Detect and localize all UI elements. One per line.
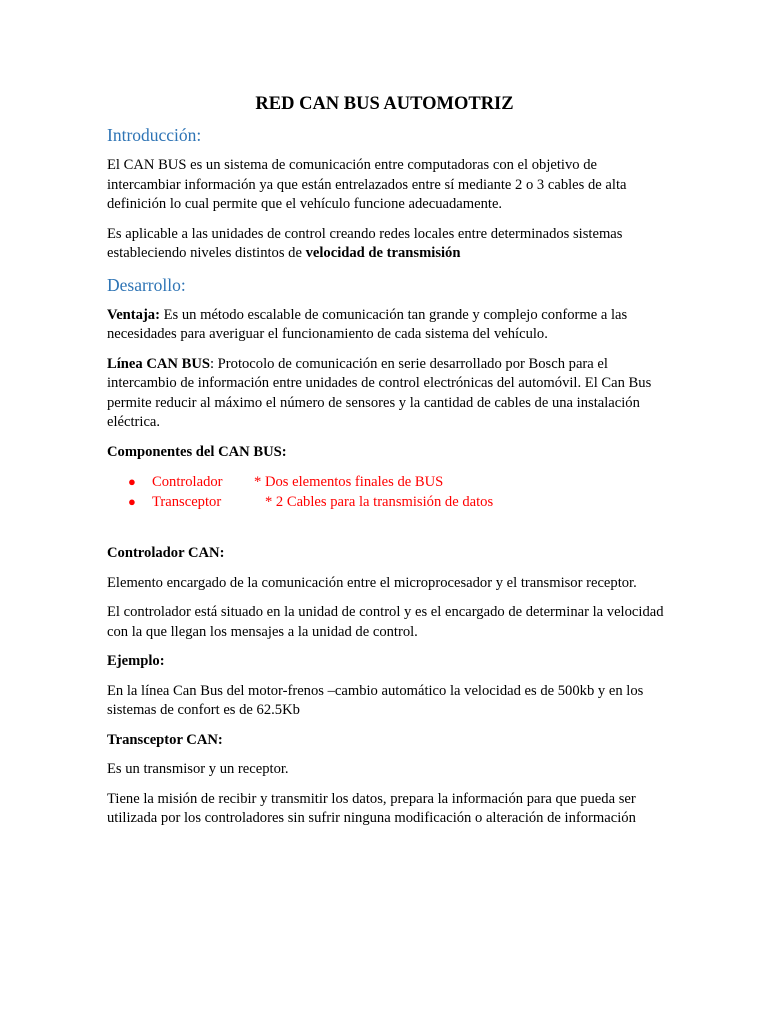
ejemplo-heading: Ejemplo: xyxy=(107,653,165,669)
component-name: Controlador xyxy=(152,474,223,490)
bullet-icon: ● xyxy=(128,494,136,509)
ventaja-label: Ventaja: xyxy=(107,306,160,323)
componentes-heading: Componentes del CAN BUS: xyxy=(107,443,287,460)
intro-paragraph-2-bold: velocidad de transmisión xyxy=(305,245,461,261)
ventaja-text: Es un método escalable de comunicación tan grande y complejo conforme a las necesidades para averiguar el funcionamiento de cada sistema del vehículo. xyxy=(107,306,628,342)
linea-paragraph xyxy=(107,355,668,433)
intro-paragraph-1: El CAN BUS es un sistema de comunicación entre computadoras con el objetivo de intercambiar información ya que están entrelazados entre sí mediante 2 o 3 cables de alta definición lo cual permite que el vehículo funcione adecuadamente. xyxy=(107,157,627,212)
list-item xyxy=(107,472,668,492)
bullet-icon: ● xyxy=(128,474,136,489)
desarrollo-heading: Desarrollo: xyxy=(107,274,186,295)
intro-paragraph-2 xyxy=(107,225,668,264)
intro-paragraph-2-text: Es aplicable a las unidades de control creando redes locales entre determinados sistemas estableciendo niveles distintos de xyxy=(107,225,623,261)
intro-heading: Introducción: xyxy=(107,125,202,145)
component-name: Transceptor xyxy=(152,494,222,510)
component-detail: * Dos elementos finales de BUS xyxy=(254,474,444,490)
ventaja-paragraph xyxy=(107,306,668,345)
document-title: RED CAN BUS AUTOMOTRIZ xyxy=(255,94,514,114)
transceptor-paragraph-2: Tiene la misión de recibir y transmitir los datos, prepara la información para que pueda ser utilizada por los controladores sin sufrir ninguna modificación o alteración de información xyxy=(107,790,636,826)
controlador-paragraph-2: El controlador está situado en la unidad de control y es el encargado de determinar la velocidad con la que llegan los mensajes a la unidad de control. xyxy=(107,604,664,640)
componentes-list xyxy=(107,472,668,512)
list-item xyxy=(107,492,668,512)
controlador-heading: Controlador CAN: xyxy=(107,545,225,561)
linea-text: : Protocolo de comunicación en serie desarrollado por Bosch para el intercambio de información entre unidades de control electrónicas del automóvil. El Can Bus permite reducir al máximo el número de sensores y la cantidad de cables de una instalación eléctrica. xyxy=(107,355,652,430)
linea-label: Línea CAN BUS xyxy=(107,355,210,372)
ejemplo-paragraph: En la línea Can Bus del motor-frenos –cambio automático la velocidad es de 500kb y en los sistemas de confort es de 62.5Kb xyxy=(107,682,644,718)
transceptor-heading: Transceptor CAN: xyxy=(107,731,223,748)
component-detail: * 2 Cables para la transmisión de datos xyxy=(254,494,494,510)
controlador-paragraph-1: Elemento encargado de la comunicación entre el microprocesador y el transmisor receptor. xyxy=(107,574,637,591)
transceptor-paragraph-1: Es un transmisor y un receptor. xyxy=(107,761,289,777)
